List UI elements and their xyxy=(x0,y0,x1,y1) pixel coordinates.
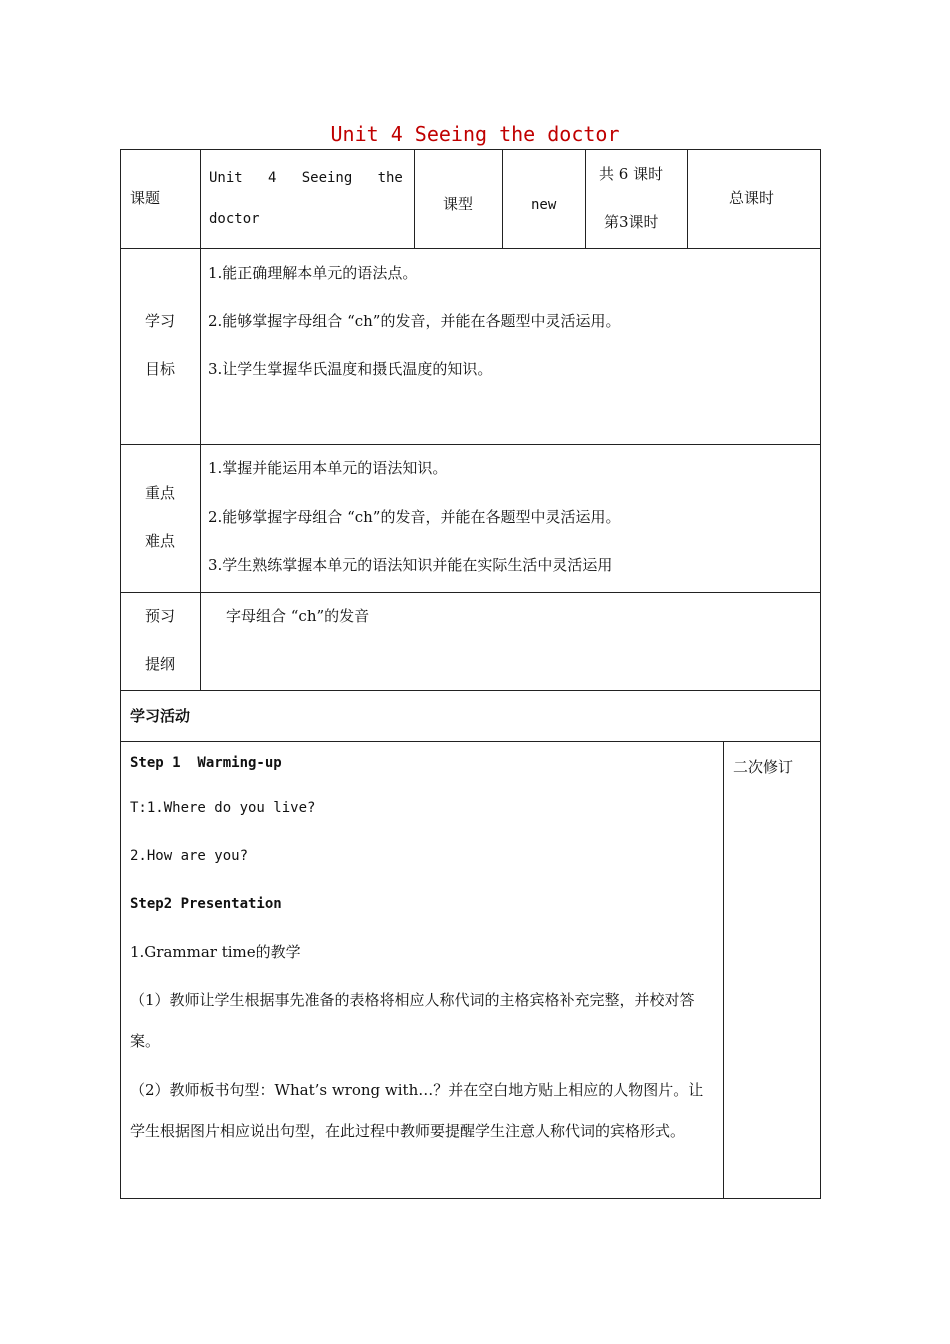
step1-heading: Step 1 Warming-up xyxy=(130,755,282,771)
activity-paragraph-2: （2）教师板书句型：What’s wrong with…？并在空白地方贴上相应的人物图片。让学生根据图片相应说出句型，在此过程中教师要提醒学生注意人称代词的宾格形式。 xyxy=(130,1081,704,1140)
objectives-label-2: 目标 xyxy=(145,360,176,378)
period-current: 第3课时 xyxy=(604,213,659,231)
key-point-item: 3.学生熟练掌握本单元的语法知识并能在实际生活中灵活运用 xyxy=(208,556,613,574)
type-value: new xyxy=(531,197,557,213)
topic-value-line2: doctor xyxy=(209,211,260,227)
objectives-label-1: 学习 xyxy=(145,312,176,330)
page-title: Unit 4 Seeing the doctor xyxy=(330,122,620,146)
preview-label-1: 预习 xyxy=(145,607,176,625)
type-label: 课型 xyxy=(443,195,474,213)
activity-paragraph-1: （1）教师让学生根据事先准备的表格将相应人称代词的主格宾格补充完整，并校对答案。 xyxy=(130,991,695,1050)
topic-value-line1: Unit 4 Seeing the xyxy=(209,170,403,186)
step2-heading: Step2 Presentation xyxy=(130,896,282,912)
topic-label: 课题 xyxy=(130,189,161,207)
activities-header: 学习活动 xyxy=(130,707,191,725)
key-point-item: 1.掌握并能运用本单元的语法知识。 xyxy=(208,459,448,477)
step1-question-1: T:1.Where do you live? xyxy=(130,800,316,816)
objective-item: 3.让学生掌握华氏温度和摄氏温度的知识。 xyxy=(208,360,493,378)
key-points-label-1: 重点 xyxy=(145,484,176,502)
total-periods-label: 总课时 xyxy=(729,189,775,207)
preview-content: 字母组合 “ch”的发音 xyxy=(226,607,370,625)
key-point-item: 2.能够掌握字母组合 “ch”的发音，并能在各题型中灵活运用。 xyxy=(208,508,621,526)
preview-label-2: 提纲 xyxy=(145,655,176,673)
key-points-label-2: 难点 xyxy=(145,532,176,550)
step1-question-2: 2.How are you? xyxy=(130,848,249,864)
revision-label: 二次修订 xyxy=(733,758,794,776)
grammar-heading: 1.Grammar time的教学 xyxy=(130,943,301,961)
periods-total: 共 6 课时 xyxy=(599,165,664,183)
objective-item: 1.能正确理解本单元的语法点。 xyxy=(208,264,418,282)
objective-item: 2.能够掌握字母组合 “ch”的发音，并能在各题型中灵活运用。 xyxy=(208,312,621,330)
